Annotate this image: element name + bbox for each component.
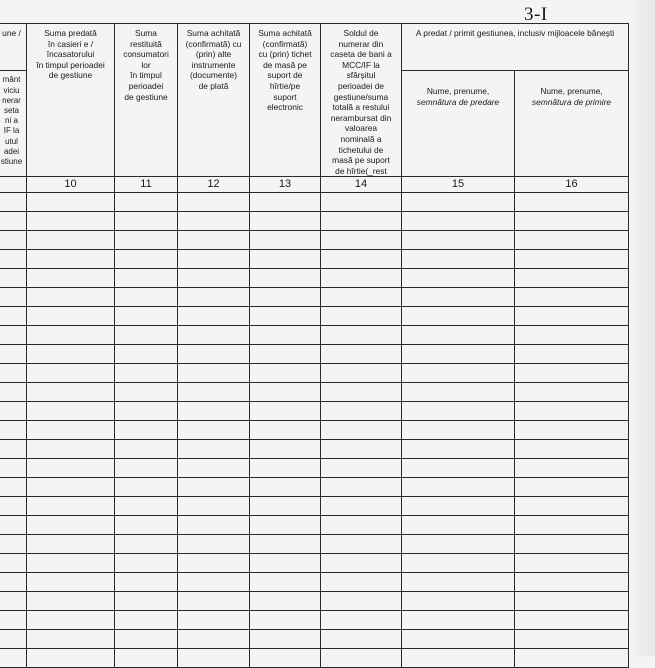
empty-cell — [250, 402, 321, 421]
empty-cell — [27, 592, 115, 611]
empty-cell — [115, 326, 178, 345]
empty-cell — [515, 630, 629, 649]
empty-cell — [402, 288, 515, 307]
empty-cell — [515, 440, 629, 459]
table-row — [0, 307, 629, 326]
table-row — [0, 592, 629, 611]
empty-cell — [115, 649, 178, 668]
empty-cell — [402, 307, 515, 326]
empty-cell — [402, 345, 515, 364]
empty-cell — [178, 326, 250, 345]
empty-cell — [27, 421, 115, 440]
column-number — [0, 177, 27, 193]
empty-cell — [250, 269, 321, 288]
empty-cell — [321, 250, 402, 269]
empty-cell — [515, 611, 629, 630]
empty-cell — [515, 326, 629, 345]
empty-cell — [321, 649, 402, 668]
empty-cell — [250, 592, 321, 611]
empty-cell — [178, 611, 250, 630]
empty-cell — [0, 535, 27, 554]
header-col11: Suma restituită consumatori lor în timpul perioadei de gestiune — [115, 24, 178, 177]
empty-cell — [402, 364, 515, 383]
empty-cell — [402, 326, 515, 345]
page-edge — [633, 0, 655, 656]
empty-cell — [0, 383, 27, 402]
empty-cell — [321, 478, 402, 497]
empty-cell — [0, 364, 27, 383]
empty-cell — [0, 478, 27, 497]
column-number-row — [0, 177, 629, 193]
empty-cell — [250, 649, 321, 668]
table-row — [0, 326, 629, 345]
empty-cell — [402, 497, 515, 516]
empty-cell — [0, 459, 27, 478]
table-row — [0, 516, 629, 535]
empty-cell — [178, 497, 250, 516]
empty-cell — [321, 231, 402, 250]
empty-cell — [178, 193, 250, 212]
header-col15 — [402, 71, 515, 177]
table-row — [0, 649, 629, 668]
empty-cell — [250, 611, 321, 630]
column-number: 15 — [402, 177, 515, 193]
empty-cell — [515, 535, 629, 554]
table-row — [0, 459, 629, 478]
empty-cell — [178, 440, 250, 459]
empty-cell — [402, 421, 515, 440]
empty-cell — [402, 250, 515, 269]
empty-cell — [402, 402, 515, 421]
empty-cell — [178, 383, 250, 402]
table-row — [0, 535, 629, 554]
header-col15-line2: semnătura de predare — [416, 96, 500, 107]
empty-cell — [402, 478, 515, 497]
empty-cell — [115, 630, 178, 649]
empty-cell — [250, 326, 321, 345]
empty-cell — [0, 288, 27, 307]
table-row — [0, 231, 629, 250]
empty-cell — [321, 516, 402, 535]
empty-cell — [0, 421, 27, 440]
empty-cell — [27, 649, 115, 668]
empty-cell — [27, 364, 115, 383]
empty-cell — [321, 459, 402, 478]
empty-cell — [178, 288, 250, 307]
empty-cell — [515, 649, 629, 668]
empty-cell — [250, 459, 321, 478]
header-group-handover: A predat / primit gestiunea, inclusiv mijloacele bănești — [402, 24, 629, 71]
empty-cell — [515, 345, 629, 364]
empty-cell — [515, 288, 629, 307]
empty-cell — [0, 326, 27, 345]
empty-cell — [250, 516, 321, 535]
empty-cell — [27, 535, 115, 554]
empty-cell — [321, 573, 402, 592]
form-code: 3-I — [524, 4, 548, 25]
empty-cell — [402, 649, 515, 668]
empty-cell — [115, 611, 178, 630]
empty-cell — [321, 193, 402, 212]
empty-cell — [321, 345, 402, 364]
empty-cell — [515, 402, 629, 421]
empty-cell — [321, 269, 402, 288]
empty-cell — [27, 193, 115, 212]
empty-cell — [250, 478, 321, 497]
empty-cell — [515, 383, 629, 402]
empty-cell — [27, 497, 115, 516]
empty-cell — [321, 364, 402, 383]
empty-cell — [115, 345, 178, 364]
empty-cell — [250, 497, 321, 516]
empty-cell — [321, 497, 402, 516]
column-number: 10 — [27, 177, 115, 193]
empty-cell — [27, 269, 115, 288]
empty-cell — [0, 402, 27, 421]
table-row — [0, 573, 629, 592]
header-col9-top: une / — [0, 24, 27, 71]
empty-cell — [27, 231, 115, 250]
empty-cell — [402, 383, 515, 402]
empty-cell — [515, 212, 629, 231]
column-number: 11 — [115, 177, 178, 193]
empty-cell — [402, 630, 515, 649]
empty-cell — [115, 231, 178, 250]
empty-cell — [402, 440, 515, 459]
column-number: 12 — [178, 177, 250, 193]
empty-cell — [402, 554, 515, 573]
empty-cell — [178, 535, 250, 554]
empty-cell — [178, 630, 250, 649]
empty-cell — [515, 554, 629, 573]
header-col16-line2: semnătura de primire — [531, 96, 612, 107]
empty-cell — [115, 554, 178, 573]
empty-cell — [250, 250, 321, 269]
column-number: 13 — [250, 177, 321, 193]
empty-cell — [321, 288, 402, 307]
empty-cell — [27, 402, 115, 421]
empty-cell — [115, 478, 178, 497]
empty-cell — [27, 383, 115, 402]
empty-cell — [178, 516, 250, 535]
table-row — [0, 554, 629, 573]
table-row — [0, 250, 629, 269]
empty-cell — [0, 630, 27, 649]
empty-cell — [27, 440, 115, 459]
table-row — [0, 421, 629, 440]
table-row — [0, 345, 629, 364]
empty-cell — [402, 459, 515, 478]
empty-cell — [115, 193, 178, 212]
table-row — [0, 402, 629, 421]
empty-cell — [115, 497, 178, 516]
empty-cell — [27, 345, 115, 364]
empty-cell — [321, 402, 402, 421]
empty-cell — [115, 383, 178, 402]
table-row — [0, 288, 629, 307]
empty-cell — [515, 478, 629, 497]
empty-cell — [515, 193, 629, 212]
empty-cell — [178, 364, 250, 383]
empty-cell — [115, 573, 178, 592]
empty-cell — [115, 250, 178, 269]
header-col9-bottom: mânt viciu nerar seta ni a IF la utul adei stiune — [0, 71, 27, 177]
table-row — [0, 497, 629, 516]
table-row — [0, 269, 629, 288]
empty-cell — [321, 535, 402, 554]
empty-cell — [27, 326, 115, 345]
empty-cell — [27, 630, 115, 649]
empty-cell — [115, 402, 178, 421]
empty-cell — [515, 421, 629, 440]
header-col10: Suma predată în casieri e / încasatorului în timpul perioadei de gestiune — [27, 24, 115, 177]
column-number: 16 — [515, 177, 629, 193]
empty-cell — [0, 516, 27, 535]
empty-cell — [0, 497, 27, 516]
empty-cell — [178, 231, 250, 250]
empty-cell — [27, 459, 115, 478]
empty-cell — [0, 231, 27, 250]
empty-cell — [321, 421, 402, 440]
header-col15-line1: Nume, prenume, — [426, 85, 490, 96]
empty-cell — [402, 231, 515, 250]
empty-cell — [115, 212, 178, 231]
empty-cell — [402, 269, 515, 288]
table-row — [0, 440, 629, 459]
table-row — [0, 364, 629, 383]
empty-cell — [250, 307, 321, 326]
empty-cell — [515, 364, 629, 383]
empty-cell — [250, 364, 321, 383]
empty-cell — [115, 288, 178, 307]
empty-cell — [0, 649, 27, 668]
empty-cell — [515, 592, 629, 611]
empty-cell — [321, 212, 402, 231]
empty-cell — [515, 516, 629, 535]
empty-cell — [115, 421, 178, 440]
empty-cell — [250, 421, 321, 440]
table-row — [0, 478, 629, 497]
empty-cell — [178, 269, 250, 288]
empty-cell — [0, 554, 27, 573]
empty-cell — [321, 440, 402, 459]
empty-cell — [321, 592, 402, 611]
empty-cell — [178, 649, 250, 668]
empty-cell — [27, 611, 115, 630]
empty-cell — [178, 459, 250, 478]
empty-cell — [402, 573, 515, 592]
empty-cell — [321, 611, 402, 630]
header-col16 — [515, 71, 629, 177]
empty-cell — [515, 573, 629, 592]
header-col14: Soldul de numerar din caseta de bani a MCC/IF la sfârșitul perioadei de gestiune/suma totală a restului nerambursat din valoarea nominală a tichetului de masă pe suport de hîrtie(_rest — [321, 24, 402, 177]
empty-cell — [178, 345, 250, 364]
empty-cell — [250, 231, 321, 250]
empty-cell — [27, 307, 115, 326]
table-row — [0, 193, 629, 212]
empty-cell — [321, 326, 402, 345]
header-col13: Suma achitată (confirmată) cu (prin) tichet de masă pe suport de hîrtie/pe suport electronic — [250, 24, 321, 177]
empty-cell — [402, 212, 515, 231]
empty-cell — [115, 535, 178, 554]
table-row — [0, 611, 629, 630]
empty-cell — [27, 478, 115, 497]
empty-cell — [0, 307, 27, 326]
empty-cell — [515, 307, 629, 326]
empty-cell — [515, 231, 629, 250]
empty-cell — [0, 592, 27, 611]
empty-cell — [250, 573, 321, 592]
empty-cell — [178, 212, 250, 231]
empty-cell — [115, 459, 178, 478]
table-row — [0, 383, 629, 402]
column-number: 14 — [321, 177, 402, 193]
empty-cell — [0, 212, 27, 231]
empty-cell — [321, 307, 402, 326]
table-row — [0, 212, 629, 231]
empty-cell — [250, 630, 321, 649]
empty-cell — [27, 516, 115, 535]
empty-cell — [515, 459, 629, 478]
empty-cell — [515, 250, 629, 269]
empty-cell — [250, 345, 321, 364]
empty-cell — [0, 573, 27, 592]
empty-cell — [0, 611, 27, 630]
empty-cell — [178, 554, 250, 573]
header-col16-line1: Nume, prenume, — [540, 85, 603, 96]
empty-cell — [402, 611, 515, 630]
empty-cell — [178, 250, 250, 269]
empty-cell — [321, 554, 402, 573]
empty-cell — [115, 307, 178, 326]
empty-cell — [115, 440, 178, 459]
empty-cell — [178, 402, 250, 421]
empty-cell — [515, 497, 629, 516]
empty-cell — [0, 440, 27, 459]
empty-cell — [115, 269, 178, 288]
header-col12: Suma achitată (confirmată) cu (prin) alte instrumente (documente) de plată — [178, 24, 250, 177]
empty-cell — [250, 288, 321, 307]
empty-cell — [27, 212, 115, 231]
empty-cell — [178, 592, 250, 611]
empty-cell — [250, 535, 321, 554]
empty-cell — [115, 592, 178, 611]
empty-cell — [250, 440, 321, 459]
empty-cell — [27, 573, 115, 592]
empty-cell — [250, 212, 321, 231]
empty-cell — [0, 193, 27, 212]
empty-cell — [27, 288, 115, 307]
empty-cell — [115, 364, 178, 383]
empty-cell — [115, 516, 178, 535]
empty-cell — [27, 554, 115, 573]
empty-cell — [402, 516, 515, 535]
empty-cell — [402, 592, 515, 611]
empty-cell — [321, 383, 402, 402]
empty-cell — [27, 250, 115, 269]
empty-cell — [250, 193, 321, 212]
empty-cell — [402, 193, 515, 212]
empty-cell — [0, 250, 27, 269]
empty-cell — [0, 345, 27, 364]
empty-cell — [178, 478, 250, 497]
empty-cell — [515, 269, 629, 288]
empty-cell — [250, 554, 321, 573]
empty-cell — [321, 630, 402, 649]
empty-cell — [402, 535, 515, 554]
empty-cell — [0, 269, 27, 288]
empty-cell — [178, 307, 250, 326]
empty-cell — [178, 421, 250, 440]
table-row — [0, 630, 629, 649]
empty-cell — [250, 383, 321, 402]
empty-cell — [178, 573, 250, 592]
cash-register-table — [0, 23, 629, 668]
